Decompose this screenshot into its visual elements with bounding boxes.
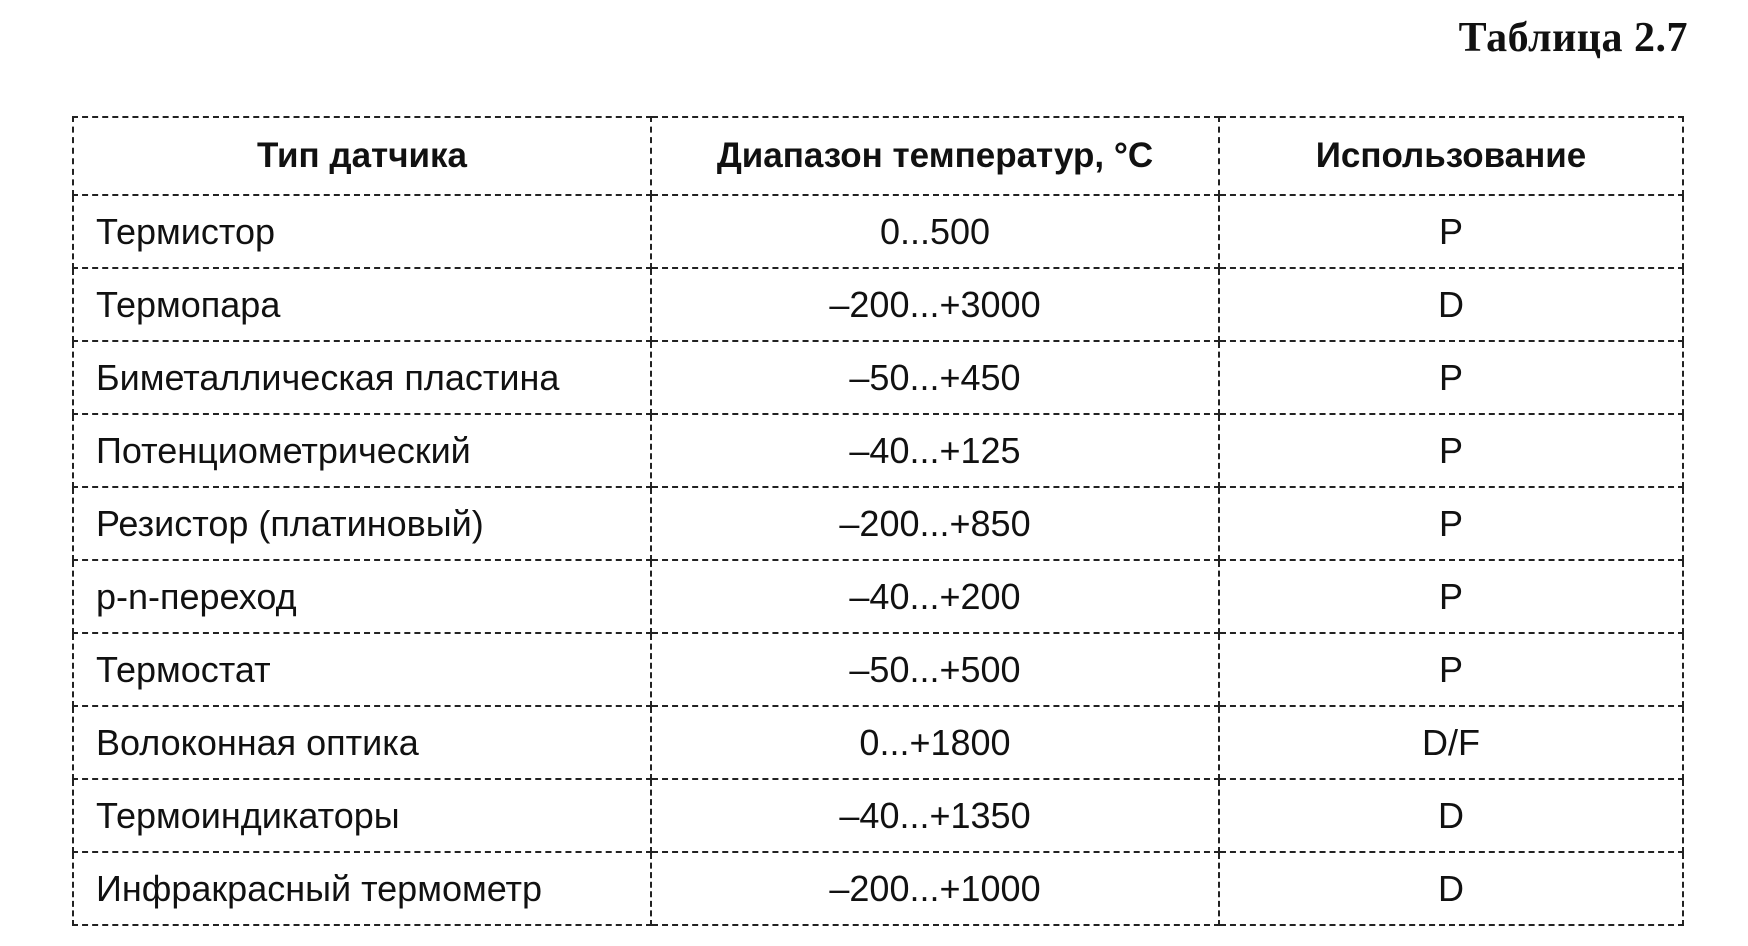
cell-temperature-range: –40...+1350: [651, 779, 1219, 852]
cell-usage: P: [1219, 487, 1683, 560]
table-row: [73, 852, 1683, 925]
cell-temperature-range: –200...+3000: [651, 268, 1219, 341]
table-row: [73, 414, 1683, 487]
cell-temperature-range: –40...+125: [651, 414, 1219, 487]
cell-sensor-type: Резистор (платиновый): [73, 487, 651, 560]
header-usage: Использование: [1219, 117, 1683, 195]
cell-usage: P: [1219, 195, 1683, 268]
cell-temperature-range: 0...+1800: [651, 706, 1219, 779]
table-caption: Таблица 2.7: [1458, 15, 1688, 61]
cell-usage: D/F: [1219, 706, 1683, 779]
table-header-row: [73, 117, 1683, 195]
cell-temperature-range: –200...+1000: [651, 852, 1219, 925]
table-row: [73, 487, 1683, 560]
cell-temperature-range: –50...+500: [651, 633, 1219, 706]
cell-temperature-range: –40...+200: [651, 560, 1219, 633]
cell-usage: P: [1219, 341, 1683, 414]
cell-sensor-type: Биметаллическая пластина: [73, 341, 651, 414]
table-row: [73, 779, 1683, 852]
cell-usage: D: [1219, 268, 1683, 341]
cell-usage: D: [1219, 779, 1683, 852]
sensor-table-container: [72, 116, 1682, 926]
cell-temperature-range: 0...500: [651, 195, 1219, 268]
cell-usage: P: [1219, 414, 1683, 487]
cell-usage: P: [1219, 633, 1683, 706]
cell-sensor-type: Термопара: [73, 268, 651, 341]
cell-sensor-type: Термостат: [73, 633, 651, 706]
cell-sensor-type: Термистор: [73, 195, 651, 268]
cell-sensor-type: Инфракрасный термометр: [73, 852, 651, 925]
cell-usage: P: [1219, 560, 1683, 633]
cell-sensor-type: Потенциометрический: [73, 414, 651, 487]
cell-usage: D: [1219, 852, 1683, 925]
cell-sensor-type: p-n-переход: [73, 560, 651, 633]
sensor-table: [72, 116, 1684, 926]
table-row: [73, 633, 1683, 706]
table-row: [73, 706, 1683, 779]
table-row: [73, 195, 1683, 268]
cell-sensor-type: Термоиндикаторы: [73, 779, 651, 852]
table-row: [73, 268, 1683, 341]
header-temperature-range: Диапазон температур, °C: [651, 117, 1219, 195]
table-row: [73, 341, 1683, 414]
cell-temperature-range: –200...+850: [651, 487, 1219, 560]
table-row: [73, 560, 1683, 633]
header-sensor-type: Тип датчика: [73, 117, 651, 195]
cell-sensor-type: Волоконная оптика: [73, 706, 651, 779]
cell-temperature-range: –50...+450: [651, 341, 1219, 414]
